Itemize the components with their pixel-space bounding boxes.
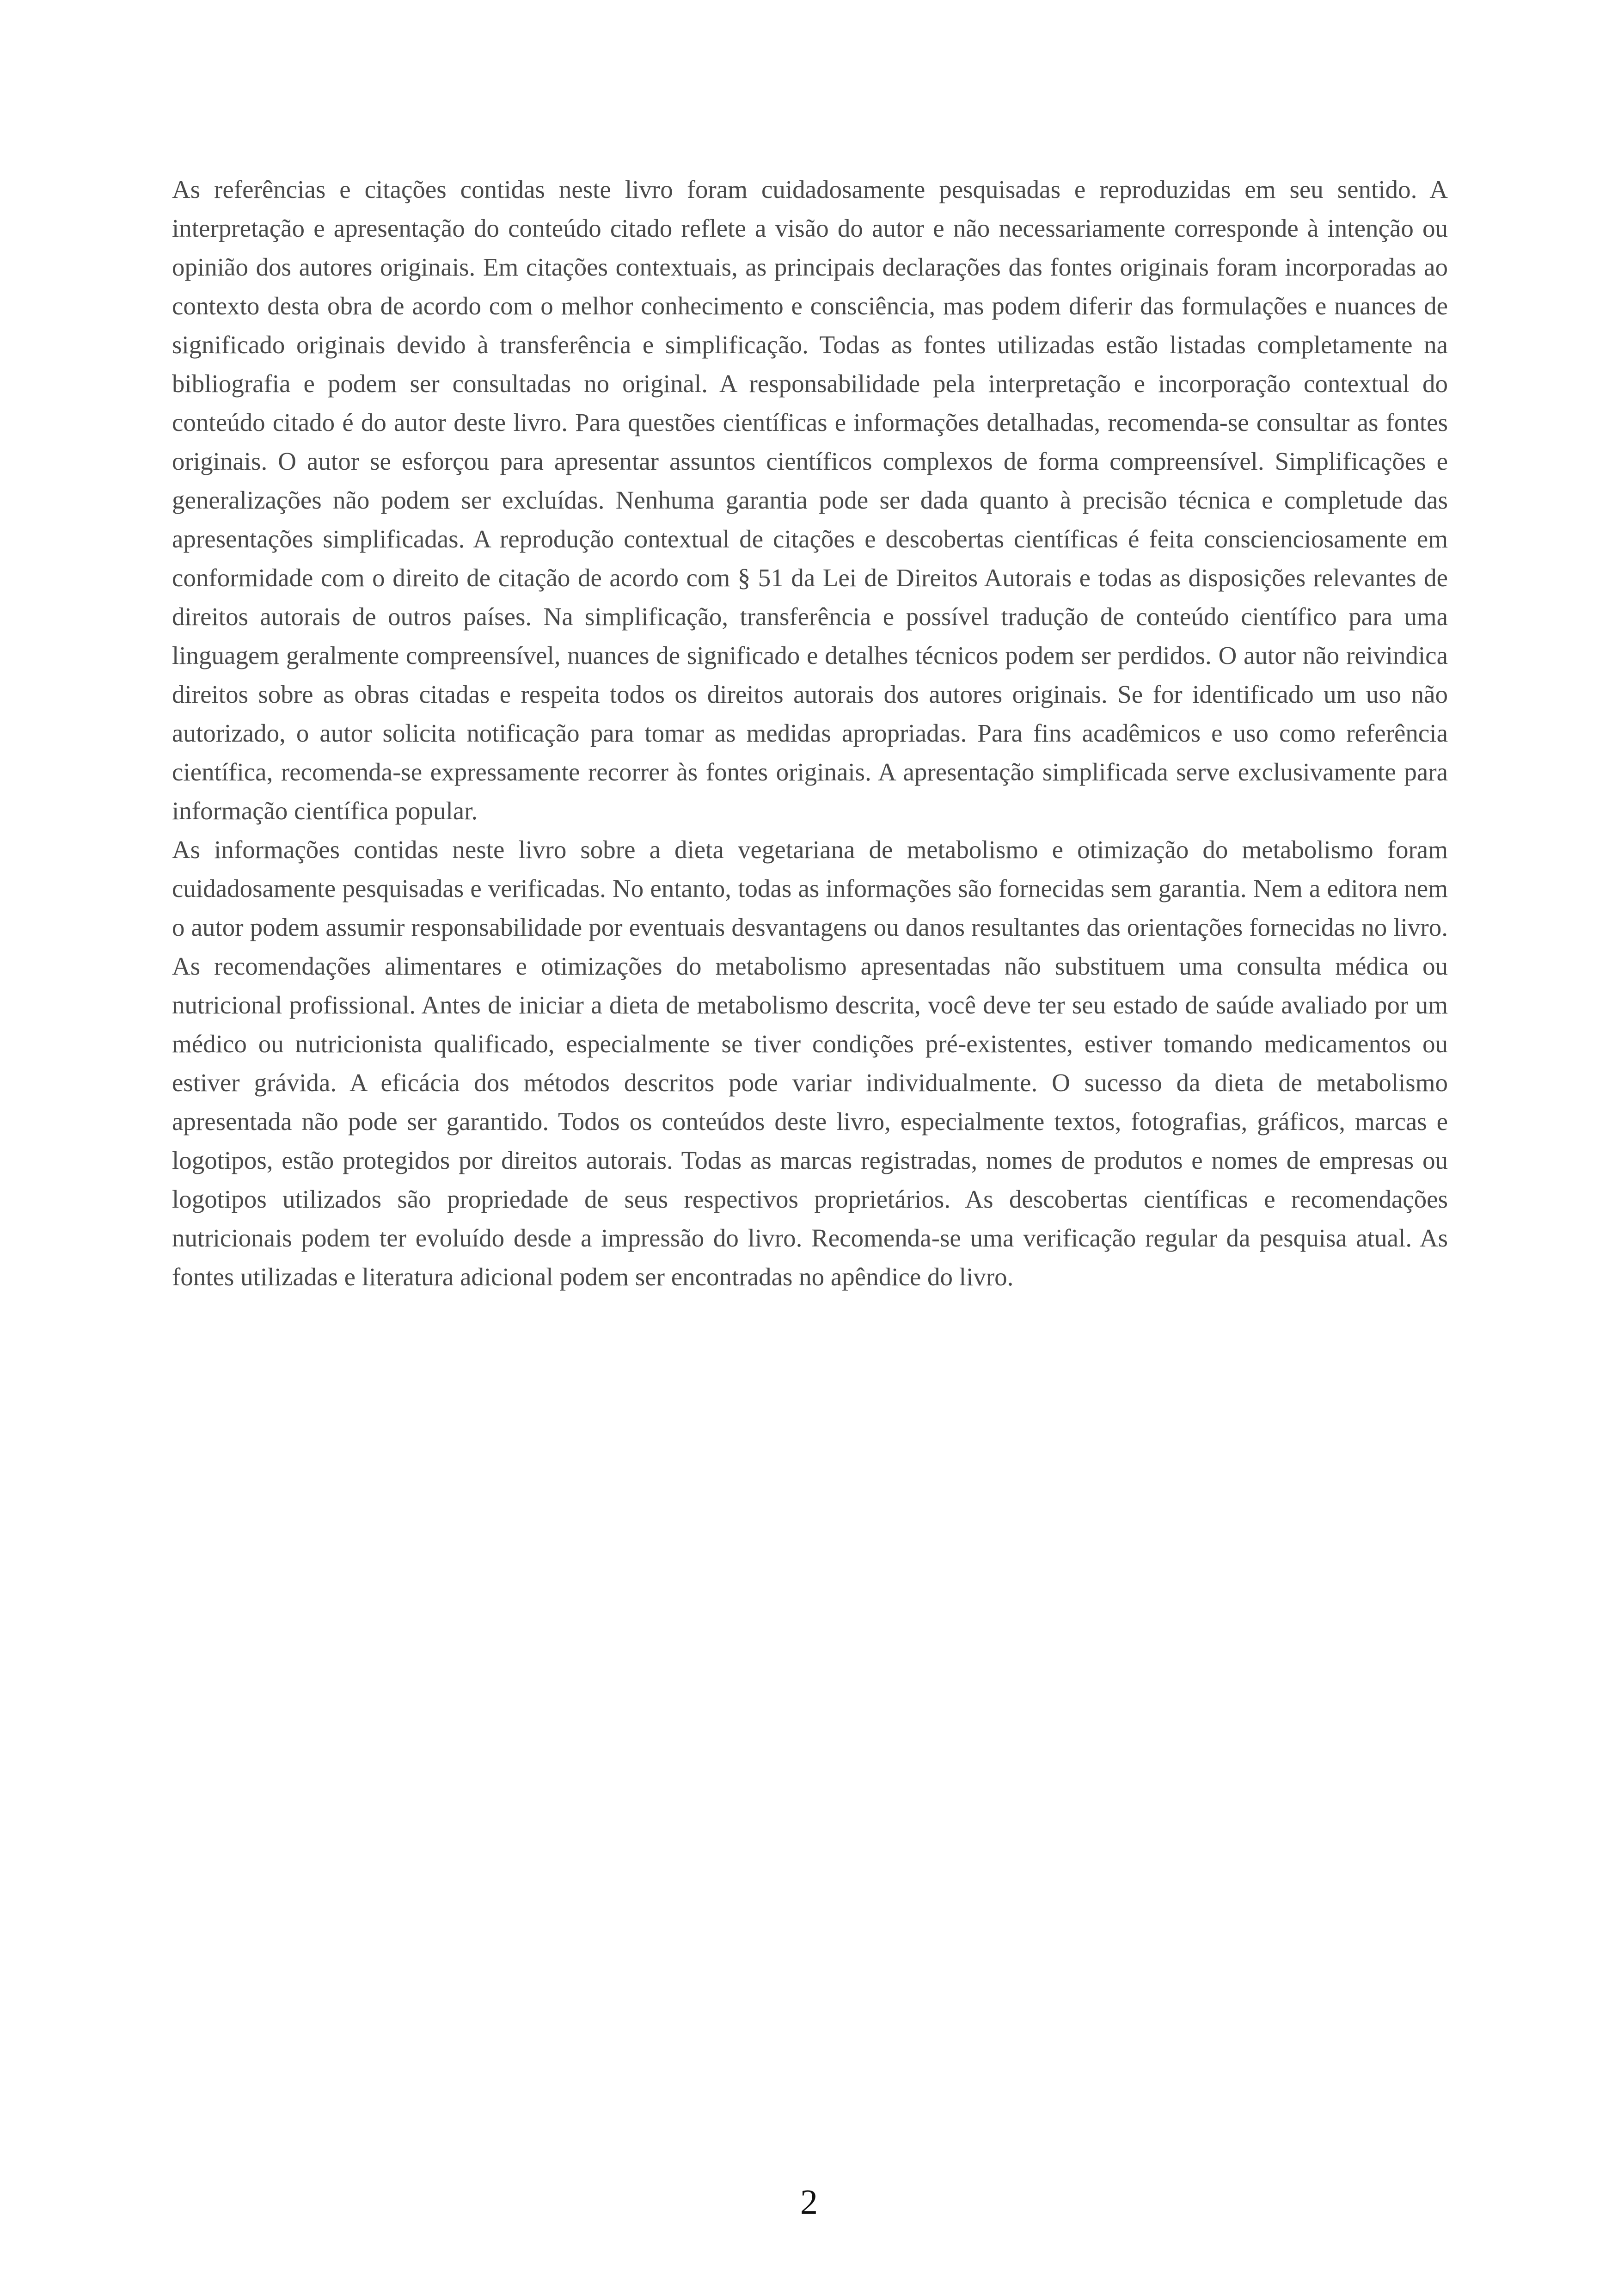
paragraph-references-disclaimer: As referências e citações contidas neste livro foram cuidadosamente pesquisadas e reproduzidas em seu sentido. A interpretação e apresentação do conteúdo citado reflete a visão do autor e não necessariamente corresponde à intenção ou opinião dos autores originais. Em citações contextuais, as principais declarações das fontes originais foram incorporadas ao contexto desta obra de acordo com o melhor conhecimento e consciência, mas podem diferir das formulações e nuances de significado originais devido à transferência e simplificação. Todas as fontes utilizadas estão listadas completamente na bibliografia e podem ser consultadas no original. A responsabilidade pela interpretação e incorporação contextual do conteúdo citado é do autor deste livro. Para questões científicas e informações detalhadas, recomenda-se consultar as fontes originais. O autor se esforçou para apresentar assuntos científicos complexos de forma compreensível. Simplificações e generalizações não podem ser excluídas. Nenhuma garantia pode ser dada quanto à precisão técnica e completude das apresentações simplificadas. A reprodução contextual de citações e descobertas científicas é feita conscienciosamente em conformidade com o direito de citação de acordo com § 51 da Lei de Direitos Autorais e todas as disposições relevantes de direitos autorais de outros países. Na simplificação, transferência e possível tradução de conteúdo científico para uma linguagem geralmente compreensível, nuances de significado e detalhes técnicos podem ser perdidos. O autor não reivindica direitos sobre as obras citadas e respeita todos os direitos autorais dos autores originais. Se for identificado um uso não autorizado, o autor solicita notificação para tomar as medidas apropriadas. Para fins acadêmicos e uso como referência científica, recomenda-se expressamente recorrer às fontes originais. A apresentação simplificada serve exclusivamente para informação científica popular. [172, 175, 1448, 825]
body-text [172, 170, 1448, 1296]
page-number: 2 [800, 2183, 818, 2222]
paragraph-health-disclaimer: As informações contidas neste livro sobre a dieta vegetariana de metabolismo e otimização do metabolismo foram cuidadosamente pesquisadas e verificadas. No entanto, todas as informações são fornecidas sem garantia. Nem a editora nem o autor podem assumir responsabilidade por eventuais desvantagens ou danos resultantes das orientações fornecidas no livro. As recomendações alimentares e otimizações do metabolismo apresentadas não substituem uma consulta médica ou nutricional profissional. Antes de iniciar a dieta de metabolismo descrita, você deve ter seu estado de saúde avaliado por um médico ou nutricionista qualificado, especialmente se tiver condições pré-existentes, estiver tomando medicamentos ou estiver grávida. A eficácia dos métodos descritos pode variar individualmente. O sucesso da dieta de metabolismo apresentada não pode ser garantido. Todos os conteúdos deste livro, especialmente textos, fotografias, gráficos, marcas e logotipos, estão protegidos por direitos autorais. Todas as marcas registradas, nomes de produtos e nomes de empresas ou logotipos utilizados são propriedade de seus respectivos proprietários. As descobertas científicas e recomendações nutricionais podem ter evoluído desde a impressão do livro. Recomenda-se uma verificação regular da pesquisa atual. As fontes utilizadas e literatura adicional podem ser encontradas no apêndice do livro. [172, 835, 1448, 1291]
